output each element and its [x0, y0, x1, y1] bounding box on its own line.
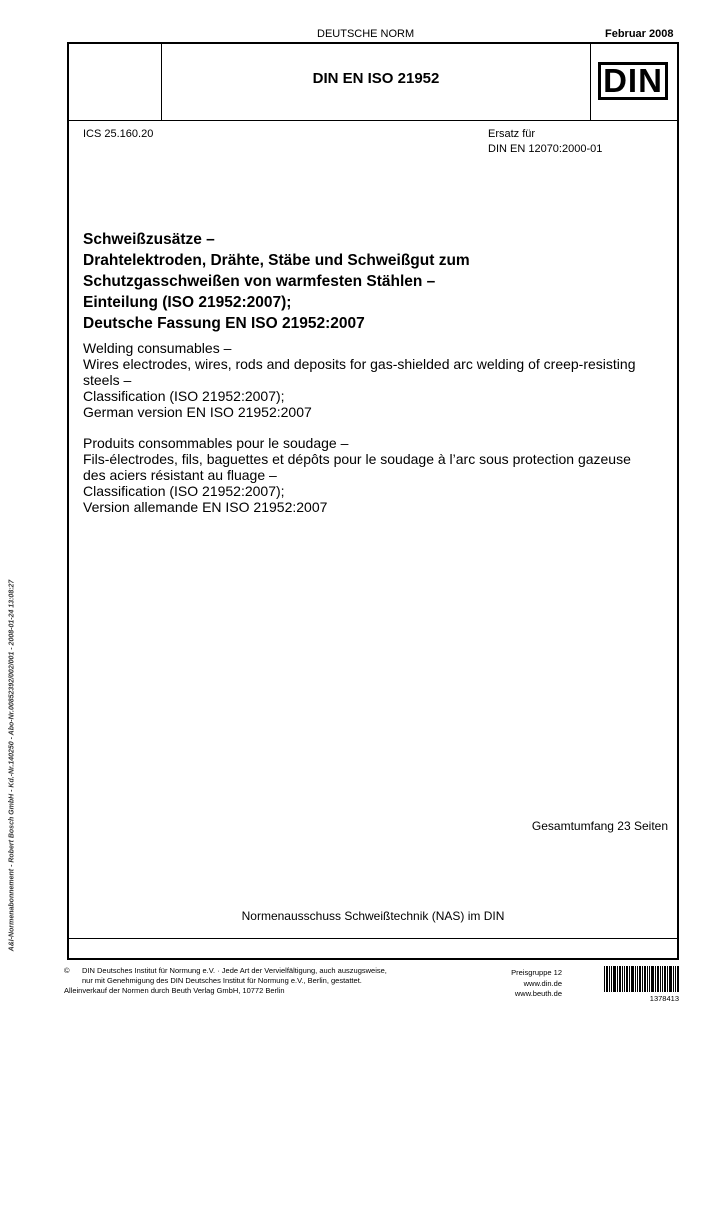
header-row [69, 44, 677, 121]
replaces-label: Ersatz für [488, 128, 536, 140]
german-title-line: Schweißzusätze – [83, 231, 215, 248]
standard-number: DIN EN ISO 21952 [312, 70, 440, 87]
publication-date: Februar 2008 [605, 28, 674, 40]
english-title [83, 340, 663, 420]
replaces-value: DIN EN 12070:2000-01 [488, 143, 603, 155]
french-title-line: Classification (ISO 21952:2007); [83, 483, 285, 499]
copyright-line: nur mit Genehmigung des DIN Deutsches Institut für Normung e.V., Berlin, gestattet. [82, 976, 362, 985]
german-title-line: Einteilung (ISO 21952:2007); [83, 294, 292, 311]
french-title-line: Produits consommables pour le soudage – [83, 435, 349, 451]
committee-name: Normenausschuss Schweißtechnik (NAS) im DIN [241, 909, 505, 923]
header-logo-cell [590, 44, 677, 120]
title-page-frame [67, 42, 679, 960]
ics-code: ICS 25.160.20 [83, 128, 154, 140]
header-left-cell [69, 44, 162, 120]
english-title-line: Welding consumables – [83, 340, 232, 356]
english-title-line: steels – [83, 372, 132, 388]
english-title-line: Wires electrodes, wires, rods and deposits for gas-shielded arc welding of creep-resisting [83, 356, 636, 372]
bottom-divider [69, 938, 677, 939]
price-group: Preisgruppe 12 [511, 968, 562, 977]
din-logo: DIN [598, 62, 668, 100]
beuth-website: www.beuth.de [514, 989, 562, 998]
subscription-side-note: A&I-Normenabonnement - Robert Bosch GmbH - Kd.-Nr.140250 - Abo-Nr.00852392/002/001 - 2008-01-24 13:08:27 [8, 579, 16, 952]
english-title-line: Classification (ISO 21952:2007); [83, 388, 285, 404]
french-title-line: des aciers résistant au fluage – [83, 467, 277, 483]
din-website: www.din.de [523, 979, 562, 988]
german-title-line: Schutzgasschweißen von warmfesten Stählen – [83, 273, 436, 290]
copyright-symbol: © [64, 966, 70, 975]
english-title-line: German version EN ISO 21952:2007 [83, 404, 312, 420]
german-title [83, 229, 643, 334]
document-series: DEUTSCHE NORM [317, 28, 415, 40]
french-title-line: Fils-électrodes, fils, baguettes et dépôts pour le soudage à l’arc sous protection gazeuse [83, 451, 631, 467]
copyright-line: Alleinverkauf der Normen durch Beuth Verlag GmbH, 10772 Berlin [64, 986, 285, 995]
total-pages: Gesamtumfang 23 Seiten [531, 819, 668, 833]
german-title-line: Drahtelektroden, Drähte, Stäbe und Schweißgut zum [83, 252, 470, 269]
french-title-line: Version allemande EN ISO 21952:2007 [83, 499, 328, 515]
copyright-line: DIN Deutsches Institut für Normung e.V. · Jede Art der Vervielfältigung, auch auszugsweise, [82, 966, 387, 975]
barcode-icon [604, 966, 679, 992]
document-number: 1378413 [649, 994, 679, 1003]
german-title-line: Deutsche Fassung EN ISO 21952:2007 [83, 315, 365, 332]
french-title [83, 435, 673, 515]
